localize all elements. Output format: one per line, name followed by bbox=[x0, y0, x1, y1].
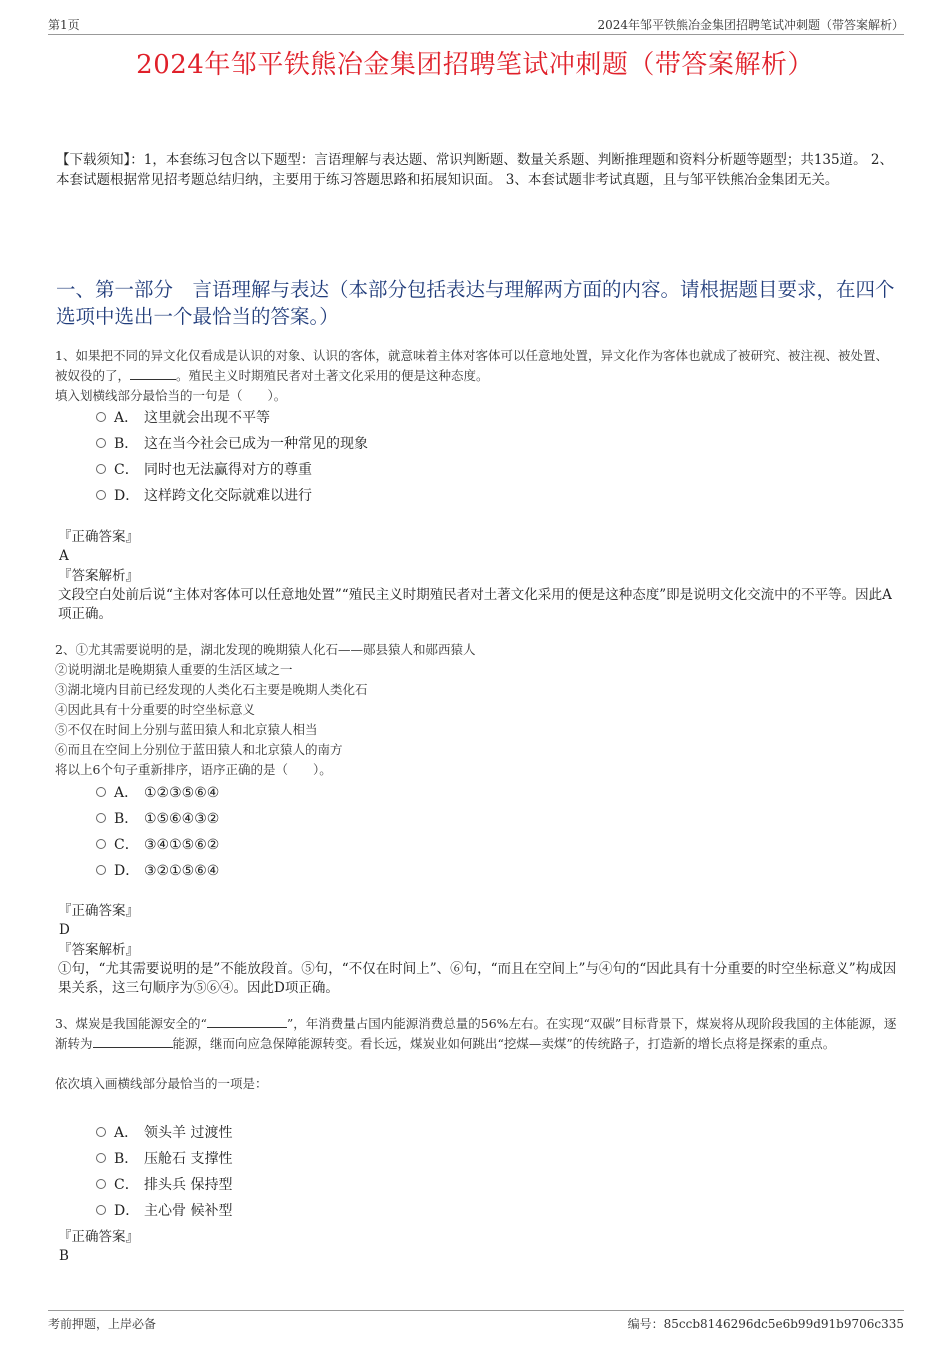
page-footer bbox=[48, 1310, 904, 1333]
question-3-prompt: 依次填入画横线部分最恰当的一项是： bbox=[55, 1076, 268, 1091]
download-notice: 【下载须知】：1，本套练习包含以下题型：言语理解与表达题、常识判断题、数量关系题、判断推理题和资料分析题等题型；共135道。 2、本套试题根据常见招考题总结归纳，主要用于练习答题思路和拓展知识面。 3、本套试题非考试真题，且与邹平铁熊冶金集团无关。 bbox=[56, 152, 893, 188]
question-2-line: ②说明湖北是晚期猿人重要的生活区域之一 bbox=[55, 662, 293, 677]
answer-label: 『正确答案』 bbox=[58, 529, 139, 545]
radio-icon[interactable] bbox=[96, 490, 106, 500]
radio-icon[interactable] bbox=[96, 839, 106, 849]
question-2-answer bbox=[58, 902, 898, 998]
option-b[interactable]: B． ①⑤⑥④③② bbox=[96, 806, 219, 832]
header-doc-title: 2024年邹平铁熊冶金集团招聘笔试冲刺题（带答案解析） bbox=[597, 18, 904, 32]
blank-line bbox=[130, 366, 176, 380]
question-1-prompt: 填入划横线部分最恰当的一句是（ ）。 bbox=[55, 388, 287, 403]
question-2-line: ④因此具有十分重要的时空坐标意义 bbox=[55, 702, 256, 717]
radio-icon[interactable] bbox=[96, 438, 106, 448]
radio-icon[interactable] bbox=[96, 1205, 106, 1215]
radio-icon[interactable] bbox=[96, 1127, 106, 1137]
page-number: 第1页 bbox=[48, 18, 80, 32]
radio-icon[interactable] bbox=[96, 1179, 106, 1189]
option-a[interactable]: A． 领头羊 过渡性 bbox=[96, 1120, 232, 1146]
question-2-line: ⑤不仅在时间上分别与蓝田猿人和北京猿人相当 bbox=[55, 722, 318, 737]
footer-slogan: 考前押题，上岸必备 bbox=[48, 1317, 157, 1331]
radio-icon[interactable] bbox=[96, 464, 106, 474]
question-2-prompt: 将以上6个句子重新排序，语序正确的是（ ）。 bbox=[55, 762, 332, 777]
radio-icon[interactable] bbox=[96, 1153, 106, 1163]
radio-icon[interactable] bbox=[96, 813, 106, 823]
option-d[interactable]: D． 这样跨文化交际就难以进行 bbox=[96, 483, 368, 509]
question-1 bbox=[55, 346, 900, 406]
option-a[interactable]: A． 这里就会出现不平等 bbox=[96, 405, 368, 431]
option-a[interactable]: A． ①②③⑤⑥④ bbox=[96, 780, 219, 806]
analysis-label: 『答案解析』 bbox=[58, 942, 139, 958]
option-d[interactable]: D． ③②①⑤⑥④ bbox=[96, 858, 219, 884]
blank-line bbox=[207, 1014, 287, 1028]
question-2-line: ③湖北境内目前已经发现的人类化石主要是晚期人类化石 bbox=[55, 682, 368, 697]
question-2-line: 2、①尤其需要说明的是，湖北发现的晚期猿人化石——郧县猿人和郧西猿人 bbox=[55, 642, 476, 657]
footer-doc-id: 编号：85ccb8146296dc5e6b99d91b9706c335 bbox=[627, 1317, 904, 1331]
option-c[interactable]: C． 同时也无法赢得对方的尊重 bbox=[96, 457, 368, 483]
analysis-text: 文段空白处前后说“主体对客体可以任意地处置”“殖民主义时期殖民者对土著文化采用的便是这种态度”即是说明文化交流中的不平等。因此A项正确。 bbox=[58, 587, 892, 622]
question-1-answer bbox=[58, 528, 898, 624]
page-header bbox=[48, 16, 904, 35]
question-2-options bbox=[96, 780, 219, 884]
question-1-options bbox=[96, 405, 368, 509]
blank-line bbox=[93, 1034, 173, 1048]
option-b[interactable]: B． 这在当今社会已成为一种常见的现象 bbox=[96, 431, 368, 457]
radio-icon[interactable] bbox=[96, 865, 106, 875]
question-3 bbox=[55, 1014, 900, 1094]
question-3-stem: 3、煤炭是我国能源安全的“ ”，年消费量占国内能源消费总量的56%左右。在实现“双碳”目标背景下，煤炭将从现阶段我国的主体能源，逐渐转为 能源，继而向应急保障能源转变。看长远，煤炭业如何跳出“挖煤—卖煤”的传统路子，打造新的增长点将是探索的重点。 bbox=[55, 1016, 897, 1051]
radio-icon[interactable] bbox=[96, 787, 106, 797]
answer-label: 『正确答案』 bbox=[58, 903, 139, 919]
analysis-text: ①句，“尤其需要说明的是”不能放段首。⑤句，“不仅在时间上”、⑥句，“而且在空间上”与④句的“因此具有十分重要的时空坐标意义”构成因果关系，这三句顺序为⑤⑥④。因此D项正确。 bbox=[58, 961, 897, 996]
answer-label: 『正确答案』 bbox=[58, 1229, 139, 1245]
question-3-options bbox=[96, 1120, 232, 1224]
answer-value: B bbox=[59, 1248, 69, 1264]
section-heading: 一、第一部分 言语理解与表达（本部分包括表达与理解两方面的内容。请根据题目要求，在四个选项中选出一个最恰当的答案。） bbox=[56, 278, 895, 328]
option-b[interactable]: B． 压舱石 支撑性 bbox=[96, 1146, 232, 1172]
question-1-stem: 1、如果把不同的异文化仅看成是认识的对象、认识的客体，就意味着主体对客体可以任意地处置，异文化作为客体也就成了被研究、被注视、被处置、被奴役的了， 。殖民主义时期殖民者对土著文化采用的便是这种态度。 bbox=[55, 348, 888, 383]
question-2 bbox=[55, 640, 900, 780]
option-c[interactable]: C． 排头兵 保持型 bbox=[96, 1172, 232, 1198]
question-2-line: ⑥而且在空间上分别位于蓝田猿人和北京猿人的南方 bbox=[55, 742, 343, 757]
analysis-label: 『答案解析』 bbox=[58, 568, 139, 584]
document-title: 2024年邹平铁熊冶金集团招聘笔试冲刺题（带答案解析） bbox=[136, 50, 814, 80]
answer-value: D bbox=[59, 922, 70, 938]
option-d[interactable]: D． 主心骨 候补型 bbox=[96, 1198, 232, 1224]
question-3-answer bbox=[58, 1228, 898, 1266]
option-c[interactable]: C． ③④①⑤⑥② bbox=[96, 832, 219, 858]
answer-value: A bbox=[59, 548, 69, 564]
radio-icon[interactable] bbox=[96, 412, 106, 422]
